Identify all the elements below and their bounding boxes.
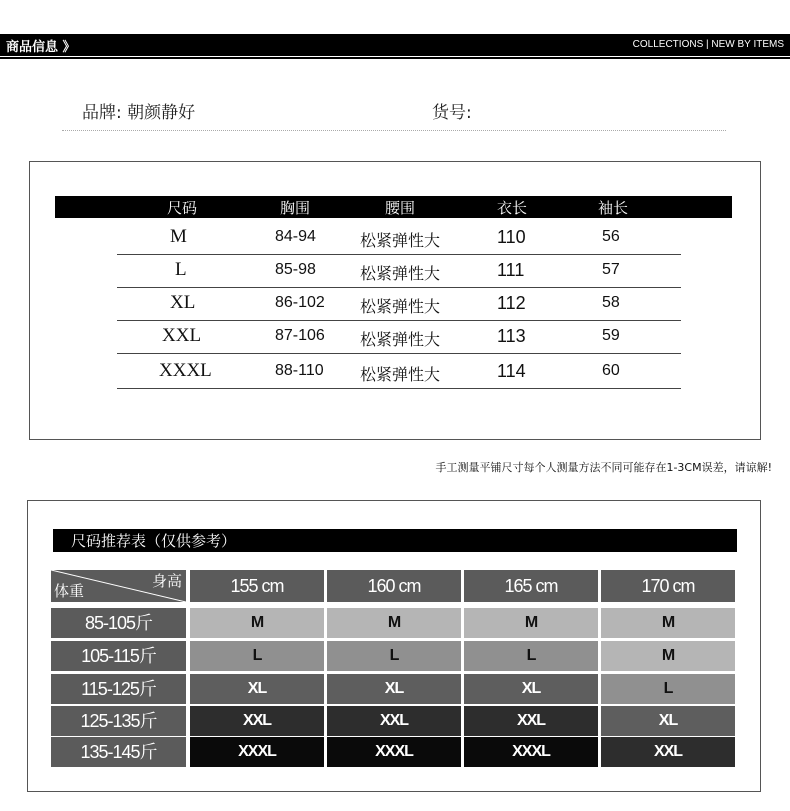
size-cell: M bbox=[190, 608, 324, 638]
size-cell: XXXL bbox=[190, 737, 324, 767]
table-row bbox=[117, 256, 681, 288]
cell-waist: 松紧弹性大 bbox=[360, 297, 441, 316]
size-cell: M bbox=[601, 608, 735, 638]
brand-label: 品牌: 朝颜静好 bbox=[82, 103, 196, 123]
cell-bust: 88-110 bbox=[275, 362, 324, 379]
cell-waist: 松紧弹性大 bbox=[360, 330, 441, 349]
cell-size: XXL bbox=[162, 325, 202, 346]
header-length: 衣长 bbox=[497, 199, 528, 217]
page-section-title: 商品信息 》 bbox=[6, 40, 76, 55]
height-header: 160 cm bbox=[327, 570, 461, 602]
size-cell: M bbox=[601, 641, 735, 671]
size-cell: M bbox=[327, 608, 461, 638]
size-cell: L bbox=[190, 641, 324, 671]
height-header: 170 cm bbox=[601, 570, 735, 602]
cell-sleeve: 59 bbox=[602, 327, 620, 344]
sku-label: 货号: bbox=[432, 103, 472, 123]
cell-length: 114 bbox=[497, 361, 526, 381]
size-cell: L bbox=[601, 674, 735, 704]
table-row bbox=[117, 322, 681, 354]
cell-bust: 87-106 bbox=[275, 327, 325, 344]
cell-waist: 松紧弹性大 bbox=[360, 231, 441, 250]
corner-height-label: 身高 bbox=[151, 572, 182, 590]
cell-bust: 86-102 bbox=[275, 294, 325, 311]
cell-size: L bbox=[175, 259, 187, 280]
size-cell: XL bbox=[601, 706, 735, 736]
cell-waist: 松紧弹性大 bbox=[360, 264, 441, 283]
weight-header: 105-115斤 bbox=[51, 641, 186, 671]
table-row bbox=[117, 357, 681, 389]
cell-size: XL bbox=[170, 292, 196, 313]
table-row bbox=[117, 223, 681, 255]
size-table-header bbox=[55, 196, 732, 218]
height-header: 165 cm bbox=[464, 570, 598, 602]
cell-sleeve: 57 bbox=[602, 261, 620, 278]
cell-sleeve: 56 bbox=[602, 228, 620, 245]
weight-header: 135-145斤 bbox=[51, 737, 186, 767]
recommend-title: 尺码推荐表（仅供参考） bbox=[71, 532, 237, 550]
cell-size: M bbox=[170, 226, 187, 247]
header-divider bbox=[0, 57, 790, 59]
size-cell: XL bbox=[190, 674, 324, 704]
cell-length: 111 bbox=[497, 260, 525, 280]
height-header: 155 cm bbox=[190, 570, 324, 602]
header-sleeve: 袖长 bbox=[598, 199, 629, 217]
corner-cell bbox=[51, 570, 186, 602]
cell-waist: 松紧弹性大 bbox=[360, 365, 441, 384]
size-cell: XXXL bbox=[327, 737, 461, 767]
size-cell: XXL bbox=[190, 706, 324, 736]
cell-size: XXXL bbox=[159, 360, 212, 381]
header-size: 尺码 bbox=[167, 199, 198, 217]
size-cell: XXL bbox=[464, 706, 598, 736]
weight-header: 85-105斤 bbox=[51, 608, 186, 638]
header-bust: 胸围 bbox=[280, 199, 311, 217]
header-waist: 腰围 bbox=[385, 199, 416, 217]
dotted-divider bbox=[62, 130, 726, 131]
recommend-table-header bbox=[53, 529, 737, 552]
cell-length: 112 bbox=[497, 293, 526, 313]
table-row bbox=[117, 289, 681, 321]
corner-weight-label: 体重 bbox=[54, 582, 85, 600]
size-cell: L bbox=[464, 641, 598, 671]
cell-bust: 85-98 bbox=[275, 261, 316, 278]
cell-sleeve: 60 bbox=[602, 362, 620, 379]
weight-header: 125-135斤 bbox=[51, 706, 186, 736]
measurement-note: 手工测量平铺尺寸每个人测量方法不同可能存在1-3CM误差，请谅解! bbox=[435, 461, 772, 474]
size-cell: XL bbox=[464, 674, 598, 704]
cell-length: 113 bbox=[497, 326, 526, 346]
header-bar bbox=[0, 34, 790, 56]
size-cell: XXL bbox=[601, 737, 735, 767]
size-cell: L bbox=[327, 641, 461, 671]
cell-length: 110 bbox=[497, 227, 526, 247]
size-cell: XXXL bbox=[464, 737, 598, 767]
header-links: COLLECTIONS | NEW BY ITEMS bbox=[632, 39, 784, 50]
size-cell: XL bbox=[327, 674, 461, 704]
cell-bust: 84-94 bbox=[275, 228, 316, 245]
size-cell: XXL bbox=[327, 706, 461, 736]
weight-header: 115-125斤 bbox=[51, 674, 186, 704]
size-cell: M bbox=[464, 608, 598, 638]
cell-sleeve: 58 bbox=[602, 294, 620, 311]
